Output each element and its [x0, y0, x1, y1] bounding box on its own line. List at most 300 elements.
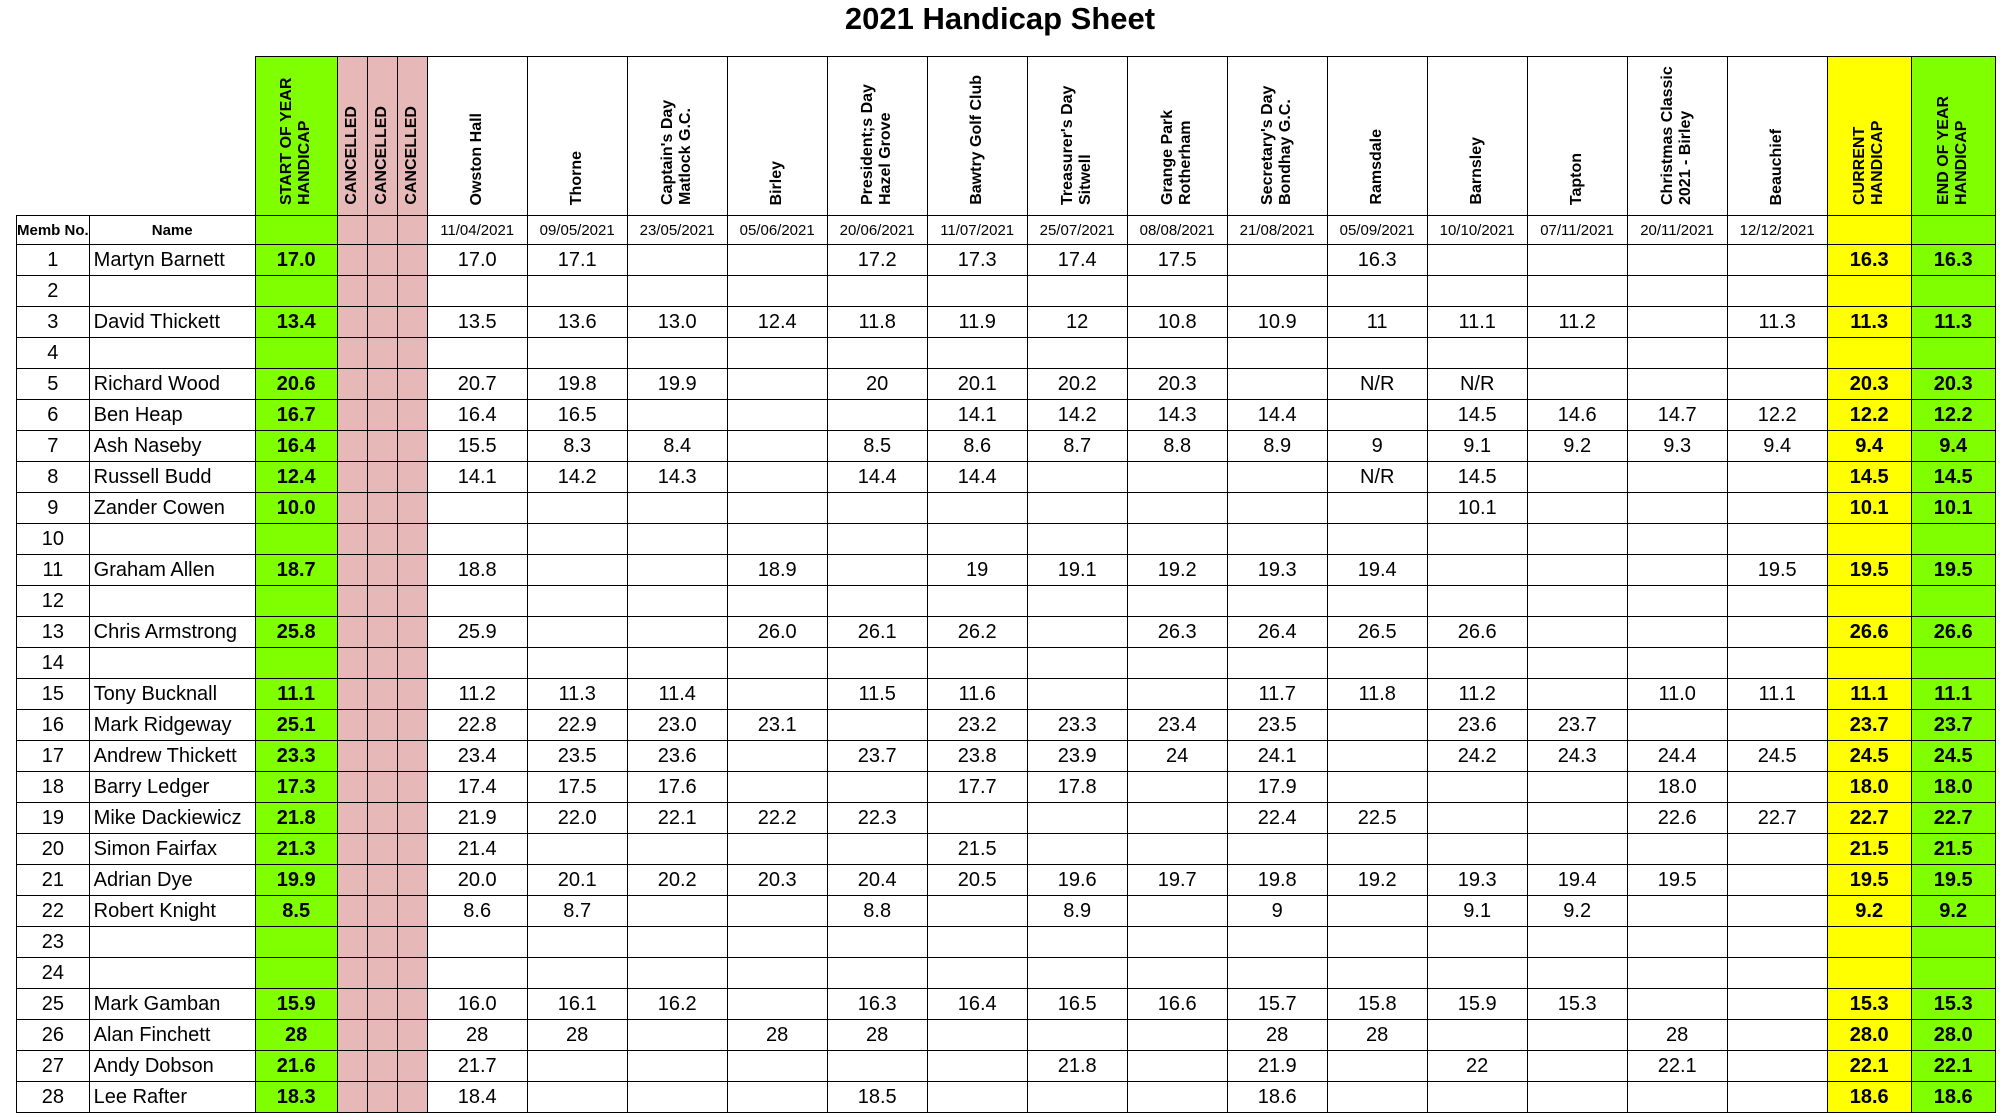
event-score-cell[interactable]: 8.9	[1027, 896, 1127, 927]
event-score-cell[interactable]	[1327, 524, 1427, 555]
event-score-cell[interactable]: 8.6	[927, 431, 1027, 462]
event-score-cell[interactable]	[1327, 741, 1427, 772]
event-score-cell[interactable]: 11.8	[1327, 679, 1427, 710]
event-score-cell[interactable]	[1627, 958, 1727, 989]
event-score-cell[interactable]: 8.9	[1227, 431, 1327, 462]
memb-no-cell[interactable]: 14	[17, 648, 90, 679]
event-score-cell[interactable]: 22	[1427, 1051, 1527, 1082]
start-handicap-cell[interactable]: 15.9	[255, 989, 337, 1020]
event-score-cell[interactable]	[1127, 927, 1227, 958]
event-score-cell[interactable]	[1727, 524, 1827, 555]
event-score-cell[interactable]: 14.2	[1027, 400, 1127, 431]
start-handicap-cell[interactable]	[255, 586, 337, 617]
end-date-cell[interactable]	[1911, 216, 1995, 245]
event-score-cell[interactable]	[1727, 245, 1827, 276]
event-score-cell[interactable]	[927, 586, 1027, 617]
event-score-cell[interactable]: 18.9	[727, 555, 827, 586]
event-score-cell[interactable]: 20	[827, 369, 927, 400]
event-score-cell[interactable]	[1527, 524, 1627, 555]
event-score-cell[interactable]: 8.8	[1127, 431, 1227, 462]
event-score-cell[interactable]: 14.2	[527, 462, 627, 493]
event-score-cell[interactable]: 18.4	[427, 1082, 527, 1113]
current-handicap-header[interactable]	[1827, 57, 1911, 216]
memb-no-cell[interactable]: 28	[17, 1082, 90, 1113]
event-score-cell[interactable]: 13.6	[527, 307, 627, 338]
event-score-cell[interactable]: 9	[1327, 431, 1427, 462]
member-name-cell[interactable]	[89, 958, 255, 989]
event-score-cell[interactable]	[1227, 462, 1327, 493]
cancelled-cell[interactable]	[397, 896, 427, 927]
event-score-cell[interactable]	[1527, 493, 1627, 524]
event-score-cell[interactable]	[1527, 245, 1627, 276]
cancelled-cell[interactable]	[397, 369, 427, 400]
event-score-cell[interactable]: 11.2	[427, 679, 527, 710]
event-score-cell[interactable]	[1627, 307, 1727, 338]
event-score-cell[interactable]: 11.3	[1727, 307, 1827, 338]
member-name-cell[interactable]: Ash Naseby	[89, 431, 255, 462]
cancelled-cell[interactable]	[367, 307, 397, 338]
event-score-cell[interactable]	[527, 338, 627, 369]
current-handicap-cell[interactable]: 22.7	[1827, 803, 1911, 834]
event-score-cell[interactable]	[1727, 493, 1827, 524]
end-handicap-cell[interactable]	[1911, 927, 1995, 958]
current-handicap-cell[interactable]: 12.2	[1827, 400, 1911, 431]
event-score-cell[interactable]: 10.9	[1227, 307, 1327, 338]
cancelled-cell[interactable]	[337, 307, 367, 338]
cancelled-cell[interactable]	[337, 1020, 367, 1051]
event-score-cell[interactable]	[1727, 772, 1827, 803]
event-score-cell[interactable]	[927, 1051, 1027, 1082]
event-score-cell[interactable]: 8.5	[827, 431, 927, 462]
event-score-cell[interactable]	[1627, 927, 1727, 958]
end-handicap-cell[interactable]	[1911, 338, 1995, 369]
event-score-cell[interactable]: 16.1	[527, 989, 627, 1020]
event-score-cell[interactable]	[1327, 338, 1427, 369]
event-score-cell[interactable]: 22.2	[727, 803, 827, 834]
cancelled-cell[interactable]	[397, 338, 427, 369]
end-handicap-cell[interactable]: 15.3	[1911, 989, 1995, 1020]
event-score-cell[interactable]	[427, 276, 527, 307]
event-score-cell[interactable]	[1727, 369, 1827, 400]
cancelled-cell[interactable]	[367, 462, 397, 493]
event-date[interactable]: 05/09/2021	[1327, 216, 1427, 245]
cancelled-cell[interactable]	[367, 555, 397, 586]
current-handicap-cell[interactable]: 20.3	[1827, 369, 1911, 400]
event-score-cell[interactable]	[827, 927, 927, 958]
event-score-cell[interactable]: 9.2	[1527, 431, 1627, 462]
event-score-cell[interactable]	[1127, 462, 1227, 493]
cancelled-cell[interactable]	[337, 369, 367, 400]
event-score-cell[interactable]	[927, 524, 1027, 555]
event-score-cell[interactable]: N/R	[1427, 369, 1527, 400]
event-score-cell[interactable]: 23.4	[427, 741, 527, 772]
memb-no-cell[interactable]: 19	[17, 803, 90, 834]
event-score-cell[interactable]	[827, 555, 927, 586]
event-score-cell[interactable]	[727, 586, 827, 617]
event-score-cell[interactable]	[727, 989, 827, 1020]
event-score-cell[interactable]	[1427, 1020, 1527, 1051]
event-score-cell[interactable]	[727, 741, 827, 772]
event-score-cell[interactable]: 22.5	[1327, 803, 1427, 834]
current-handicap-cell[interactable]: 11.3	[1827, 307, 1911, 338]
event-score-cell[interactable]	[1527, 834, 1627, 865]
event-score-cell[interactable]	[1027, 276, 1127, 307]
memb-no-header[interactable]: Memb No.	[17, 216, 90, 245]
event-score-cell[interactable]: 11.2	[1527, 307, 1627, 338]
memb-no-cell[interactable]: 9	[17, 493, 90, 524]
memb-no-cell[interactable]: 13	[17, 617, 90, 648]
event-score-cell[interactable]	[1127, 524, 1227, 555]
current-date-cell[interactable]	[1827, 216, 1911, 245]
event-score-cell[interactable]: 18.6	[1227, 1082, 1327, 1113]
end-handicap-cell[interactable]: 24.5	[1911, 741, 1995, 772]
memb-no-cell[interactable]: 15	[17, 679, 90, 710]
end-handicap-cell[interactable]: 10.1	[1911, 493, 1995, 524]
event-score-cell[interactable]	[527, 617, 627, 648]
event-score-cell[interactable]	[1227, 369, 1327, 400]
cancelled-cell[interactable]	[337, 276, 367, 307]
event-score-cell[interactable]: 14.3	[627, 462, 727, 493]
memb-no-cell[interactable]: 1	[17, 245, 90, 276]
event-score-cell[interactable]: 19.9	[627, 369, 727, 400]
start-handicap-cell[interactable]: 25.8	[255, 617, 337, 648]
event-score-cell[interactable]	[1727, 834, 1827, 865]
cancelled-cell[interactable]	[367, 400, 397, 431]
current-handicap-cell[interactable]: 22.1	[1827, 1051, 1911, 1082]
event-score-cell[interactable]: 15.5	[427, 431, 527, 462]
event-score-cell[interactable]: N/R	[1327, 369, 1427, 400]
event-score-cell[interactable]	[1627, 524, 1727, 555]
event-score-cell[interactable]: N/R	[1327, 462, 1427, 493]
cancelled-cell[interactable]	[367, 896, 397, 927]
cancelled-cell[interactable]	[367, 927, 397, 958]
current-handicap-cell[interactable]	[1827, 586, 1911, 617]
event-score-cell[interactable]	[1427, 276, 1527, 307]
event-score-cell[interactable]: 17.2	[827, 245, 927, 276]
event-score-cell[interactable]: 23.3	[1027, 710, 1127, 741]
end-handicap-cell[interactable]: 19.5	[1911, 865, 1995, 896]
event-score-cell[interactable]	[1527, 1020, 1627, 1051]
event-header[interactable]	[1027, 57, 1127, 216]
event-score-cell[interactable]: 17.5	[1127, 245, 1227, 276]
event-score-cell[interactable]	[1527, 1082, 1627, 1113]
event-score-cell[interactable]	[1627, 493, 1727, 524]
event-header[interactable]	[627, 57, 727, 216]
event-score-cell[interactable]	[1727, 710, 1827, 741]
event-score-cell[interactable]	[1527, 648, 1627, 679]
cancelled-cell[interactable]	[397, 276, 427, 307]
end-handicap-cell[interactable]: 11.3	[1911, 307, 1995, 338]
event-score-cell[interactable]: 20.3	[1127, 369, 1227, 400]
event-score-cell[interactable]: 11.1	[1727, 679, 1827, 710]
event-score-cell[interactable]	[627, 648, 727, 679]
cancelled-cell[interactable]	[397, 245, 427, 276]
event-score-cell[interactable]	[1527, 1051, 1627, 1082]
event-score-cell[interactable]: 19.6	[1027, 865, 1127, 896]
cancelled-cell[interactable]	[397, 958, 427, 989]
current-handicap-cell[interactable]	[1827, 958, 1911, 989]
event-score-cell[interactable]	[1727, 617, 1827, 648]
event-score-cell[interactable]: 11	[1327, 307, 1427, 338]
start-handicap-cell[interactable]	[255, 338, 337, 369]
event-score-cell[interactable]	[1327, 896, 1427, 927]
event-score-cell[interactable]: 21.9	[1227, 1051, 1327, 1082]
event-score-cell[interactable]: 14.1	[927, 400, 1027, 431]
event-date[interactable]: 23/05/2021	[627, 216, 727, 245]
event-score-cell[interactable]	[1727, 338, 1827, 369]
current-handicap-cell[interactable]: 21.5	[1827, 834, 1911, 865]
event-date[interactable]: 08/08/2021	[1127, 216, 1227, 245]
end-handicap-cell[interactable]	[1911, 586, 1995, 617]
event-score-cell[interactable]: 23.4	[1127, 710, 1227, 741]
event-score-cell[interactable]: 19.2	[1327, 865, 1427, 896]
cancelled-cell[interactable]	[337, 803, 367, 834]
cancelled-cell[interactable]	[367, 617, 397, 648]
cancelled-cell[interactable]	[367, 586, 397, 617]
event-score-cell[interactable]: 24.2	[1427, 741, 1527, 772]
cancelled-cell[interactable]	[337, 741, 367, 772]
event-score-cell[interactable]: 9.2	[1527, 896, 1627, 927]
memb-no-cell[interactable]: 12	[17, 586, 90, 617]
event-score-cell[interactable]: 14.4	[927, 462, 1027, 493]
event-score-cell[interactable]	[427, 927, 527, 958]
event-score-cell[interactable]: 11.6	[927, 679, 1027, 710]
event-score-cell[interactable]: 23.2	[927, 710, 1027, 741]
event-score-cell[interactable]	[527, 1051, 627, 1082]
event-score-cell[interactable]: 19.1	[1027, 555, 1127, 586]
event-score-cell[interactable]: 19.7	[1127, 865, 1227, 896]
event-score-cell[interactable]: 20.3	[727, 865, 827, 896]
event-score-cell[interactable]: 11.2	[1427, 679, 1527, 710]
event-score-cell[interactable]	[727, 338, 827, 369]
end-handicap-cell[interactable]	[1911, 648, 1995, 679]
event-score-cell[interactable]: 24	[1127, 741, 1227, 772]
event-score-cell[interactable]: 8.6	[427, 896, 527, 927]
member-name-cell[interactable]	[89, 276, 255, 307]
end-handicap-cell[interactable]	[1911, 958, 1995, 989]
event-score-cell[interactable]	[727, 679, 827, 710]
event-score-cell[interactable]	[1027, 1082, 1127, 1113]
event-score-cell[interactable]: 26.2	[927, 617, 1027, 648]
event-score-cell[interactable]: 26.5	[1327, 617, 1427, 648]
cancelled-cell[interactable]	[367, 1020, 397, 1051]
event-score-cell[interactable]: 20.1	[527, 865, 627, 896]
event-score-cell[interactable]: 22.1	[627, 803, 727, 834]
cancelled-cell[interactable]	[367, 493, 397, 524]
event-score-cell[interactable]	[827, 1051, 927, 1082]
cancelled-cell[interactable]	[397, 710, 427, 741]
member-name-cell[interactable]: Mark Ridgeway	[89, 710, 255, 741]
event-score-cell[interactable]	[1127, 896, 1227, 927]
event-score-cell[interactable]: 20.5	[927, 865, 1027, 896]
member-name-cell[interactable]: Richard Wood	[89, 369, 255, 400]
event-header[interactable]	[527, 57, 627, 216]
event-score-cell[interactable]: 26.6	[1427, 617, 1527, 648]
event-score-cell[interactable]	[427, 958, 527, 989]
current-handicap-cell[interactable]: 24.5	[1827, 741, 1911, 772]
cancelled-cell[interactable]	[337, 400, 367, 431]
event-score-cell[interactable]: 22.7	[1727, 803, 1827, 834]
event-score-cell[interactable]: 19	[927, 555, 1027, 586]
event-score-cell[interactable]	[1227, 958, 1327, 989]
event-score-cell[interactable]	[1227, 834, 1327, 865]
event-score-cell[interactable]	[1327, 648, 1427, 679]
cancelled-cell[interactable]	[337, 772, 367, 803]
event-header[interactable]	[1227, 57, 1327, 216]
event-score-cell[interactable]	[927, 927, 1027, 958]
member-name-cell[interactable]: Andy Dobson	[89, 1051, 255, 1082]
current-handicap-cell[interactable]: 10.1	[1827, 493, 1911, 524]
cancelled-cell[interactable]	[397, 927, 427, 958]
end-handicap-cell[interactable]: 23.7	[1911, 710, 1995, 741]
event-score-cell[interactable]	[1127, 834, 1227, 865]
cancelled-cell[interactable]	[337, 648, 367, 679]
event-score-cell[interactable]: 28	[1627, 1020, 1727, 1051]
event-score-cell[interactable]	[1427, 927, 1527, 958]
start-handicap-cell[interactable]: 21.6	[255, 1051, 337, 1082]
event-score-cell[interactable]	[827, 710, 927, 741]
event-date[interactable]: 25/07/2021	[1027, 216, 1127, 245]
memb-no-cell[interactable]: 23	[17, 927, 90, 958]
memb-no-cell[interactable]: 22	[17, 896, 90, 927]
event-score-cell[interactable]	[1527, 338, 1627, 369]
event-score-cell[interactable]	[1527, 462, 1627, 493]
cancelled-cell[interactable]	[367, 1082, 397, 1113]
event-score-cell[interactable]	[627, 555, 727, 586]
event-score-cell[interactable]	[1227, 586, 1327, 617]
event-score-cell[interactable]: 18.8	[427, 555, 527, 586]
start-handicap-cell[interactable]: 11.1	[255, 679, 337, 710]
event-score-cell[interactable]	[1727, 1051, 1827, 1082]
event-score-cell[interactable]	[1627, 648, 1727, 679]
event-score-cell[interactable]: 11.3	[527, 679, 627, 710]
event-score-cell[interactable]: 11.0	[1627, 679, 1727, 710]
current-handicap-cell[interactable]: 9.4	[1827, 431, 1911, 462]
event-score-cell[interactable]: 15.8	[1327, 989, 1427, 1020]
event-score-cell[interactable]	[527, 958, 627, 989]
name-header[interactable]: Name	[89, 216, 255, 245]
event-score-cell[interactable]	[627, 586, 727, 617]
start-handicap-cell[interactable]: 10.0	[255, 493, 337, 524]
cancelled-cell[interactable]	[367, 989, 397, 1020]
end-handicap-cell[interactable]: 18.6	[1911, 1082, 1995, 1113]
member-name-cell[interactable]: Mike Dackiewicz	[89, 803, 255, 834]
event-score-cell[interactable]: 18.0	[1627, 772, 1727, 803]
end-handicap-header[interactable]	[1911, 57, 1995, 216]
event-score-cell[interactable]: 22.8	[427, 710, 527, 741]
start-date-cell[interactable]	[255, 216, 337, 245]
event-score-cell[interactable]: 26.3	[1127, 617, 1227, 648]
member-name-cell[interactable]	[89, 338, 255, 369]
current-handicap-cell[interactable]: 26.6	[1827, 617, 1911, 648]
event-score-cell[interactable]: 19.8	[1227, 865, 1327, 896]
event-score-cell[interactable]	[727, 927, 827, 958]
event-score-cell[interactable]: 20.0	[427, 865, 527, 896]
cancelled-cell[interactable]	[367, 524, 397, 555]
event-score-cell[interactable]	[1027, 648, 1127, 679]
cancelled-cell[interactable]	[337, 1082, 367, 1113]
event-score-cell[interactable]	[1027, 679, 1127, 710]
event-score-cell[interactable]: 17.4	[1027, 245, 1127, 276]
event-score-cell[interactable]	[527, 927, 627, 958]
event-score-cell[interactable]: 16.6	[1127, 989, 1227, 1020]
cancelled-cell[interactable]	[397, 1020, 427, 1051]
start-handicap-cell[interactable]	[255, 648, 337, 679]
event-header[interactable]	[727, 57, 827, 216]
event-score-cell[interactable]	[1227, 524, 1327, 555]
event-score-cell[interactable]	[627, 896, 727, 927]
memb-no-cell[interactable]: 2	[17, 276, 90, 307]
event-score-cell[interactable]	[1527, 617, 1627, 648]
start-handicap-cell[interactable]	[255, 276, 337, 307]
event-date[interactable]: 21/08/2021	[1227, 216, 1327, 245]
event-score-cell[interactable]: 22.1	[1627, 1051, 1727, 1082]
event-score-cell[interactable]: 20.2	[1027, 369, 1127, 400]
event-score-cell[interactable]	[1627, 276, 1727, 307]
event-score-cell[interactable]: 8.7	[1027, 431, 1127, 462]
event-score-cell[interactable]: 25.9	[427, 617, 527, 648]
event-score-cell[interactable]	[1327, 400, 1427, 431]
member-name-cell[interactable]: Ben Heap	[89, 400, 255, 431]
event-score-cell[interactable]	[1327, 834, 1427, 865]
end-handicap-cell[interactable]: 22.7	[1911, 803, 1995, 834]
event-score-cell[interactable]: 20.4	[827, 865, 927, 896]
event-score-cell[interactable]: 17.0	[427, 245, 527, 276]
event-score-cell[interactable]	[1027, 617, 1127, 648]
event-score-cell[interactable]: 17.5	[527, 772, 627, 803]
event-score-cell[interactable]	[1627, 586, 1727, 617]
event-score-cell[interactable]: 22.9	[527, 710, 627, 741]
member-name-cell[interactable]	[89, 524, 255, 555]
event-score-cell[interactable]	[1727, 896, 1827, 927]
event-date[interactable]: 09/05/2021	[527, 216, 627, 245]
event-score-cell[interactable]	[1127, 958, 1227, 989]
event-score-cell[interactable]	[1027, 524, 1127, 555]
member-name-cell[interactable]: David Thickett	[89, 307, 255, 338]
start-handicap-cell[interactable]: 20.6	[255, 369, 337, 400]
memb-no-cell[interactable]: 6	[17, 400, 90, 431]
start-handicap-cell[interactable]: 17.0	[255, 245, 337, 276]
cancelled-cell[interactable]	[397, 617, 427, 648]
memb-no-cell[interactable]: 8	[17, 462, 90, 493]
cancelled-cell[interactable]	[367, 834, 397, 865]
event-score-cell[interactable]	[727, 462, 827, 493]
event-score-cell[interactable]	[1327, 772, 1427, 803]
memb-no-cell[interactable]: 7	[17, 431, 90, 462]
event-score-cell[interactable]	[927, 648, 1027, 679]
event-score-cell[interactable]	[1627, 338, 1727, 369]
event-score-cell[interactable]: 11.7	[1227, 679, 1327, 710]
event-score-cell[interactable]: 22.4	[1227, 803, 1327, 834]
event-score-cell[interactable]	[1327, 493, 1427, 524]
event-score-cell[interactable]: 15.7	[1227, 989, 1327, 1020]
event-score-cell[interactable]	[1627, 555, 1727, 586]
event-score-cell[interactable]	[1227, 493, 1327, 524]
event-score-cell[interactable]	[1527, 555, 1627, 586]
event-score-cell[interactable]	[1327, 1082, 1427, 1113]
cancelled-cell[interactable]	[397, 431, 427, 462]
event-score-cell[interactable]: 15.9	[1427, 989, 1527, 1020]
event-score-cell[interactable]	[927, 338, 1027, 369]
cancelled-cell[interactable]	[397, 555, 427, 586]
event-score-cell[interactable]	[527, 1082, 627, 1113]
current-handicap-cell[interactable]: 15.3	[1827, 989, 1911, 1020]
current-handicap-cell[interactable]	[1827, 276, 1911, 307]
event-score-cell[interactable]	[1627, 369, 1727, 400]
event-date[interactable]: 10/10/2021	[1427, 216, 1527, 245]
event-score-cell[interactable]	[527, 586, 627, 617]
event-score-cell[interactable]	[1627, 617, 1727, 648]
